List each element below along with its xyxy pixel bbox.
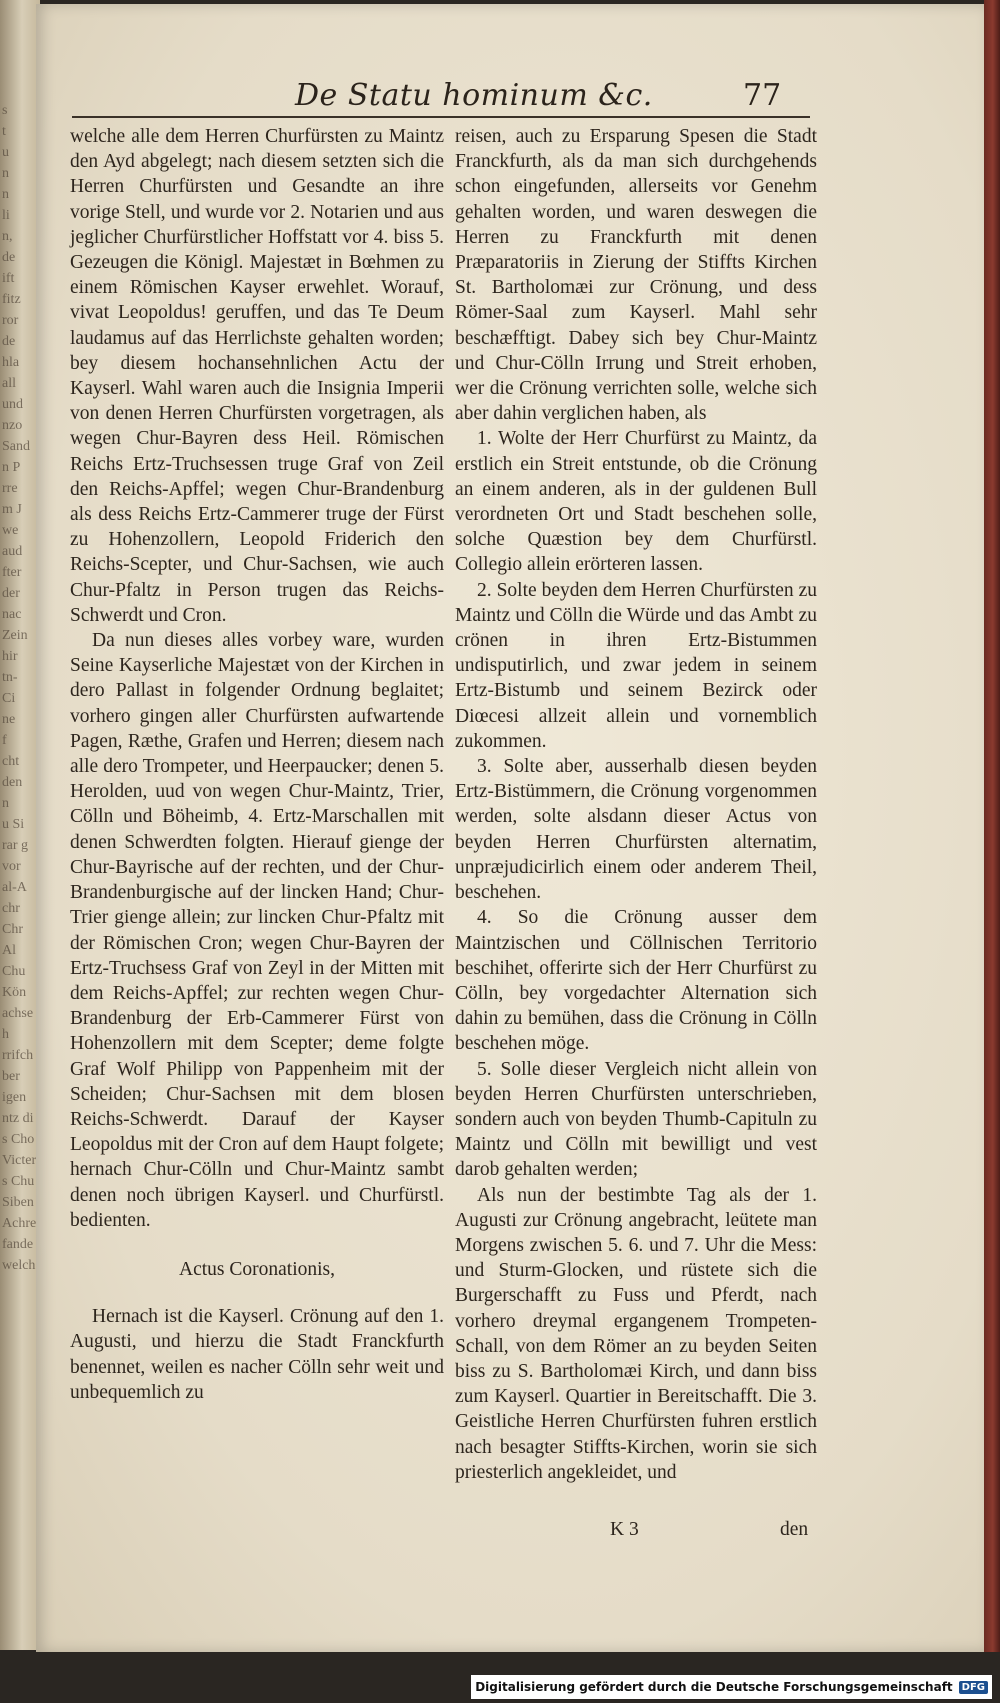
margin-fragment: Siben — [2, 1195, 34, 1210]
book-cover-edge — [984, 0, 1000, 1652]
margin-fragment: ne — [2, 712, 16, 727]
margin-fragment: nzo — [2, 418, 23, 433]
margin-fragment: f — [2, 733, 7, 748]
margin-fragment: all — [2, 376, 16, 391]
margin-fragment: und — [2, 397, 23, 412]
page-header — [70, 78, 810, 114]
margin-fragment: ror — [2, 313, 19, 328]
paragraph: 2. Solte beyden dem Herren Churfürsten zu Maintz und Cölln die Würde und das Ambt zu crönen in ihren Ertz-Bistummen undisputirlich, und zwar jedem in seinem Ertz-Bistumb und seinem Bezirck oder Diœcesi allzeit allein und vornemblich zukommen. — [455, 579, 817, 752]
margin-fragment: t — [2, 124, 6, 139]
margin-fragment: chr — [2, 901, 20, 916]
margin-fragment: we — [2, 523, 19, 538]
margin-fragment: welch — [2, 1258, 36, 1273]
margin-fragment: fitz — [2, 292, 21, 307]
margin-fragment: Achre — [2, 1216, 37, 1231]
margin-fragment: tn- — [2, 670, 18, 685]
margin-fragment: fter — [2, 565, 22, 580]
margin-fragment: rrifch — [2, 1048, 34, 1063]
footer-credit: Digitalisierung gefördert durch die Deutsche Forschungsgemeinschaft — [475, 1680, 953, 1694]
margin-fragment: cht — [2, 754, 20, 769]
margin-fragment: ift — [2, 271, 15, 286]
margin-fragment: Kön — [2, 985, 27, 1000]
dfg-logo: DFG — [959, 1681, 988, 1694]
margin-fragment: de — [2, 250, 16, 265]
margin-fragment: n — [2, 166, 9, 181]
margin-fragment: Zein — [2, 628, 28, 643]
margin-fragment: hir — [2, 649, 18, 664]
left-column — [70, 124, 444, 1405]
margin-fragment: ber — [2, 1069, 20, 1084]
margin-fragment: li — [2, 208, 10, 223]
paragraph: Da nun dieses alles vorbey ware, wurden Seine Kayserliche Majestæt von der Kirchen in dero Pallast in folgender Ordnung beglaitet; vorhero gingen aller Churfürsten aufwartende Pagen, Ræthe, Grafen und Herren; diesem nach alle dero Trompeter, und Heerpaucker; denen 5. Herolden, uud von wegen Chur-Maintz, Trier, Cölln und Böheimb, 4. Ertz-Marschallen mit denen Schwerdten folgten. Hierauf gienge der Chur-Bayrische auf der rechten, und der Chur-Brandenburgische auf der lincken Hand; Chur-Trier gienge allein; zur lincken Chur-Pfaltz mit der Römischen Cron; wegen Chur-Bayren der Ertz-Truchsess Graf von Zeyl in der Mitten mit dem Reichs-Apffel; zur rechten wegen Chur-Brandenburg der Erb-Cammerer Fürst von Hohenzollern mit dem Scepter; deme folgte Graf Wolf Philipp von Pappenheim mit der Scheiden; Chur-Sachsen mit dem blosen Reichs-Schwerdt. Darauf der Kayser Leopoldus mit der Cron auf dem Haupt folgete; hernach Chur-Cölln und Chur-Maintz sambt denen noch übrigen Kayserl. und Churfürstl. bedienten. — [70, 630, 444, 1231]
facing-page-spine — [0, 0, 40, 1650]
margin-fragment: Al — [2, 943, 16, 958]
right-column — [455, 124, 817, 1485]
margin-fragment: Victer — [2, 1153, 37, 1168]
margin-fragment: der — [2, 586, 20, 601]
page-number: 77 — [743, 78, 782, 113]
margin-fragment: n, — [2, 229, 13, 244]
margin-fragment: m J — [2, 502, 22, 517]
margin-fragment: hla — [2, 355, 20, 370]
margin-fragment: ntz di — [2, 1111, 34, 1126]
margin-fragment: aud — [2, 544, 23, 559]
margin-fragment: achse — [2, 1006, 34, 1021]
header-rule — [72, 116, 810, 118]
margin-fragment: al-A — [2, 880, 27, 895]
margin-fragment: s — [2, 103, 8, 118]
section-heading: Actus Coronationis, — [179, 1258, 335, 1280]
margin-fragment: nac — [2, 607, 22, 622]
paragraph: 5. Solle dieser Vergleich nicht allein von beyden Herren Churfürsten unterschrieben, sondern auch von beyden Thumb-Capituln zu Maintz und Cölln mit bewilligt und vest darob gehalten werden; — [455, 1058, 817, 1181]
paragraph: Hernach ist die Kayserl. Crönung auf den 1. Augusti, und hierzu die Stadt Franckfurth benennet, weilen es nacher Cölln sehr weit und unbequemlich zu — [70, 1306, 444, 1403]
margin-fragment: u — [2, 145, 9, 160]
margin-fragment: rar g — [2, 838, 29, 853]
margin-fragment: fande — [2, 1237, 34, 1252]
margin-fragment: vor — [2, 859, 21, 874]
margin-fragment: s Chu — [2, 1174, 35, 1189]
catchword: den — [780, 1519, 809, 1540]
margin-fragment: Ci — [2, 691, 16, 706]
paragraph: Als nun der bestimbte Tag als der 1. Augusti zur Crönung angebracht, leütete man Morgens zwischen 5. 6. und 7. Uhr die Mess: und Sturm-Glocken, und rüstete sich die Burgerschafft zu Fuss und Pferdt, nach vorhero dreymal ergangenem Trompeten-Schall, von dem Römer an zu beyden Seiten biss zu S. Bartholomæi Kirch, und dann biss zum Kayserl. Quartier in Bereitschafft. Die 3. Geistliche Herren Churfürsten fuhren erstlich nach besagter Stiffts-Kirchen, worin sie sich priesterlich angekleidet, und — [455, 1184, 817, 1483]
paragraph: 3. Solte aber, ausserhalb diesen beyden Ertz-Bistümmern, die Crönung vorgenommen werden, solte alsdann dieser Actus von beyden Herren Churfürsten alternatim, unpræjudicirlich einem oder anderem Theil, beschehen. — [455, 756, 817, 904]
paragraph: reisen, auch zu Ersparung Spesen die Stadt Franckfurth, als da man sich durchgehends schon eingefunden, allerseits vor Genehm gehalten worden, und waren deswegen die Herren zu Franckfurth mit denen Præparatoriis in Zierung der Stiffts Kirchen St. Bartholomæi zur Crönung, und dess Römer-Saal zum Kayserl. Mahl sehr beschæfftigt. Dabey sich bey Chur-Maintz und Chur-Cölln Irrung und Streit erhoben, wer die Crönung verrichten solle, welche sich aber dahin verglichen haben, als — [455, 126, 817, 425]
margin-fragment: Sand — [2, 439, 30, 454]
margin-fragment: h — [2, 1027, 9, 1042]
digitization-footer — [471, 1675, 992, 1699]
margin-fragment: n — [2, 796, 9, 811]
margin-fragment: n P — [2, 460, 21, 475]
paragraph: 4. So die Crönung ausser dem Maintzischen und Cöllnischen Territorio beschihet, offerirte sich der Herr Churfürst zu Cölln, bey vorgedachter Alternation sich dahin zu bemühen, dass die Crönung in Cölln beschehen möge. — [455, 907, 817, 1055]
signature-mark: K 3 — [610, 1519, 639, 1540]
margin-fragment: Chr — [2, 922, 23, 937]
margin-fragment: den — [2, 775, 23, 790]
margin-fragment: Chu — [2, 964, 26, 979]
margin-fragment: n — [2, 187, 9, 202]
margin-fragment: de — [2, 334, 16, 349]
margin-fragment: igen — [2, 1090, 27, 1105]
margin-fragment: u Si — [2, 817, 25, 832]
paragraph: 1. Wolte der Herr Churfürst zu Maintz, da erstlich ein Streit entstunde, ob die Crönung an einem anderen, als in der guldenen Bull verordneten Ort und Stadt beschehen solle, solche Quæstion bey dem Churfürstl. Collegio allein erörteren lassen. — [455, 428, 817, 576]
margin-fragment: s Cho — [2, 1132, 35, 1147]
running-title: De Statu hominum &c. — [295, 78, 653, 113]
facing-page-margin-text — [2, 100, 38, 1276]
paragraph: welche alle dem Herren Churfürsten zu Maintz den Ayd abgelegt; nach diesem setzten sich die Herren Churfürsten und Gesandte an ihre vorige Stell, und wurde vor 2. Notarien und aus jeglicher Churfürstlicher Hoffstatt vor 4. biss 5. Gezeugen die Königl. Majestæt in Bœhmen zu einem Römischen Kayser erwehlet. Worauf, vivat Leopoldus! geruffen, und das Te Deum laudamus auf das Herrlichste gehalten worden; bey diesem hochansehnlichen Actu der Kayserl. Wahl waren auch die Insignia Imperii von denen Herren Churfürsten vorgetragen, als wegen Chur-Bayren dess Heil. Römischen Reichs Ertz-Truchsessen truge Graf von Zeil den Reichs-Apffel; wegen Chur-Brandenburg als dess Reichs Ertz-Cammerer truge der Fürst zu Hohenzollern, Leopold Friderich den Reichs-Scepter, und Chur-Sachsen, wie auch Chur-Pfaltz in Person trugen das Reichs-Schwerdt und Cron. — [70, 126, 444, 626]
margin-fragment: rre — [2, 481, 18, 496]
